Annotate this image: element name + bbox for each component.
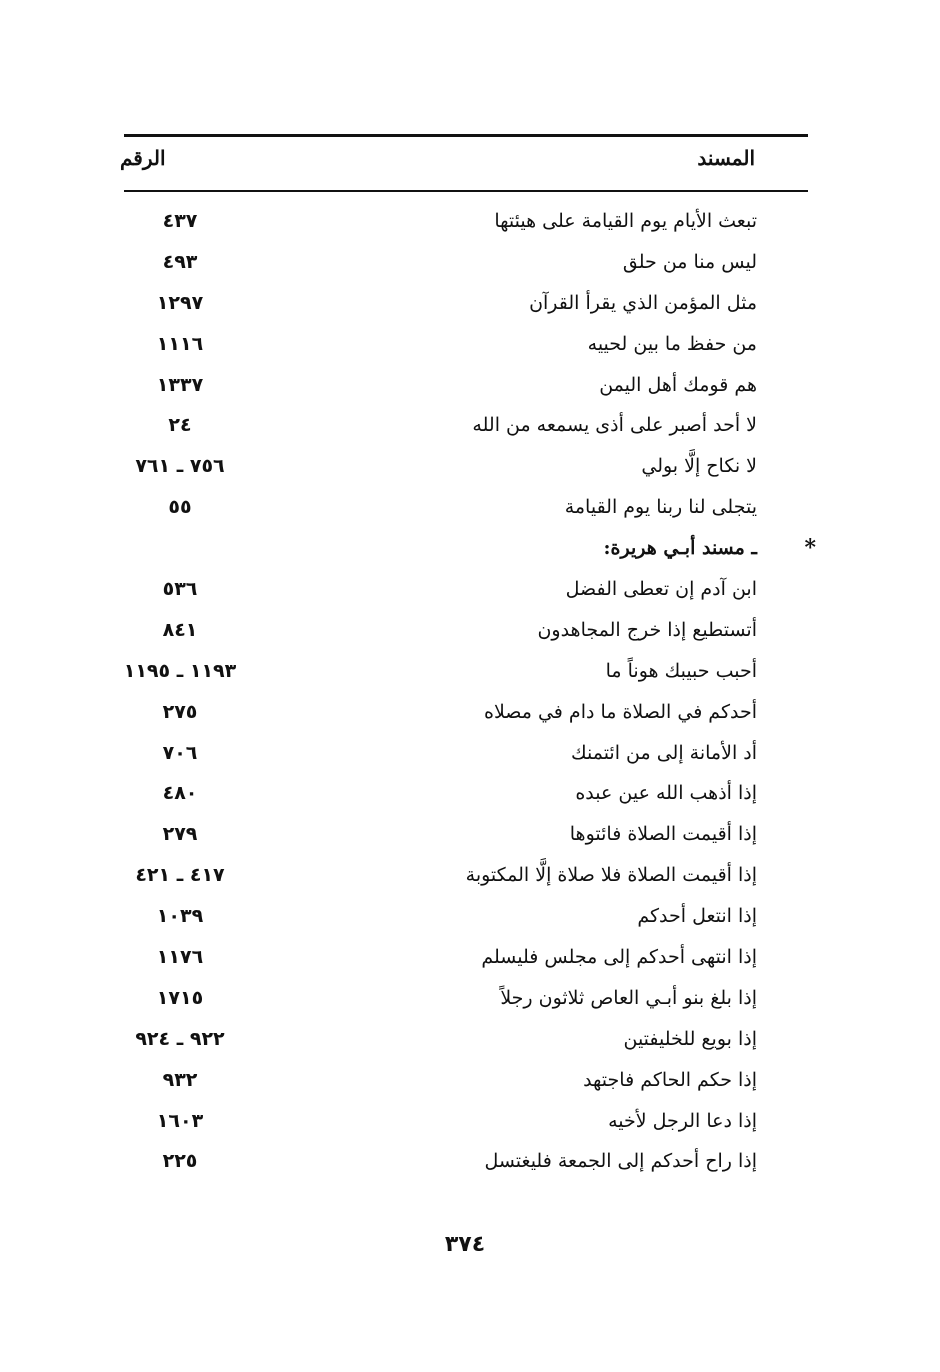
hadith-incipit: إذا بلغ بنو أبـي العاص ثلاثون رجلاً <box>500 986 757 1009</box>
hadith-number: ٧٠٦ <box>162 741 198 764</box>
hadith-incipit: أحبب حبيبك هوناً ما <box>605 659 757 682</box>
hadith-number: ٤٣٧ <box>162 210 198 232</box>
index-row <box>100 1022 820 1063</box>
hadith-number: ٤١٧ ـ ٤٢١ <box>135 864 225 887</box>
hadith-incipit: ابن آدم إن تعطى الفضل <box>565 578 757 601</box>
hadith-incipit: إذا دعا الرجل لأخيه <box>608 1109 757 1132</box>
hadith-number: ١٠٣٩ <box>156 905 204 928</box>
hadith-number: ٧٥٦ ـ ٧٦١ <box>135 455 225 478</box>
index-row <box>100 245 820 286</box>
page-number: ٣٧٤ <box>444 1232 486 1257</box>
asterisk-marker: * <box>804 535 816 562</box>
hadith-number: ٢٧٥ <box>162 700 198 723</box>
hadith-number: ٢٢٥ <box>162 1150 198 1173</box>
hadith-number: ١١٩٣ ـ ١١٩٥ <box>123 659 237 682</box>
index-row <box>100 327 820 368</box>
hadith-number: ٤٩٣ <box>162 250 198 273</box>
hadith-incipit: إذا بويع للخليفتين <box>623 1027 757 1050</box>
section-heading-row <box>100 531 820 572</box>
hadith-incipit: إذا أقيمت الصلاة فلا صلاة إلَّا المكتوبة <box>465 864 757 887</box>
hadith-number: ٥٣٦ <box>162 578 198 601</box>
index-list <box>100 204 820 1185</box>
hadith-incipit: إذا حكم الحاكم فاجتهد <box>583 1068 757 1091</box>
index-row <box>100 1144 820 1185</box>
hadith-number: ١٣٣٧ <box>156 373 204 396</box>
hadith-number: ٥٥ <box>168 496 192 519</box>
index-row <box>100 695 820 736</box>
hadith-incipit: من حفظ ما بين لحييه <box>587 332 757 355</box>
hadith-incipit: أتستطيع إذا خرج المجاهدون <box>537 618 757 641</box>
index-row <box>100 368 820 409</box>
hadith-incipit: ليس منا من حلق <box>622 250 757 273</box>
hadith-number: ٩٢٢ ـ ٩٢٤ <box>135 1027 225 1050</box>
index-row <box>100 1063 820 1104</box>
header-top-rule <box>124 134 808 137</box>
hadith-number: ٨٤١ <box>162 618 198 641</box>
index-row <box>100 408 820 449</box>
hadith-incipit: إذا أقيمت الصلاة فائتوها <box>569 823 757 846</box>
hadith-number: ١٦٠٣ <box>156 1109 204 1132</box>
hadith-number: ١٢٩٧ <box>156 291 204 314</box>
hadith-incipit: مثل المؤمن الذي يقرأ القرآن <box>529 291 757 314</box>
index-row <box>100 817 820 858</box>
column-header-musnad: المسند <box>697 146 755 170</box>
hadith-incipit: إذا انتهى أحدكم إلى مجلس فليسلم <box>481 946 757 969</box>
column-header-number: الرقم <box>120 146 166 170</box>
index-row <box>100 940 820 981</box>
index-row <box>100 204 820 245</box>
hadith-incipit: إذا أذهب الله عين عبده <box>575 782 757 805</box>
hadith-incipit: تبعث الأيام يوم القيامة على هيئتها <box>494 210 757 232</box>
hadith-number: ٩٣٢ <box>162 1068 198 1091</box>
hadith-incipit: أد الأمانة إلى من ائتمنك <box>570 741 757 764</box>
index-row <box>100 858 820 899</box>
hadith-number: ٤٨٠ <box>162 782 198 805</box>
index-row <box>100 1104 820 1145</box>
index-row <box>100 776 820 817</box>
hadith-incipit: هم قومك أهل اليمن <box>599 373 757 396</box>
hadith-number: ١١٧٦ <box>156 946 204 969</box>
hadith-incipit: لا أحد أصبر على أذى يسمعه من الله <box>472 414 757 437</box>
hadith-incipit: إذا انتعل أحدكم <box>637 905 757 928</box>
index-row <box>100 899 820 940</box>
hadith-incipit: لا نكاح إلَّا بولي <box>641 455 757 478</box>
hadith-incipit: إذا راح أحدكم إلى الجمعة فليغتسل <box>484 1150 757 1173</box>
hadith-number: ٢٤ <box>168 414 192 437</box>
index-row <box>100 736 820 777</box>
hadith-number: ٢٧٩ <box>162 823 198 846</box>
hadith-incipit: أحدكم في الصلاة ما دام في مصلاه <box>483 700 757 723</box>
index-row <box>100 572 820 613</box>
section-heading: ـ مسند أبـي هريرة: <box>603 537 757 560</box>
index-row <box>100 613 820 654</box>
hadith-incipit: يتجلى لنا ربنا يوم القيامة <box>564 496 757 519</box>
index-row <box>100 286 820 327</box>
hadith-number: ١١١٦ <box>156 332 204 355</box>
header-bottom-rule <box>124 190 808 192</box>
index-row <box>100 981 820 1022</box>
index-row <box>100 490 820 531</box>
index-row <box>100 449 820 490</box>
index-row <box>100 654 820 695</box>
hadith-number: ١٧١٥ <box>156 986 204 1009</box>
